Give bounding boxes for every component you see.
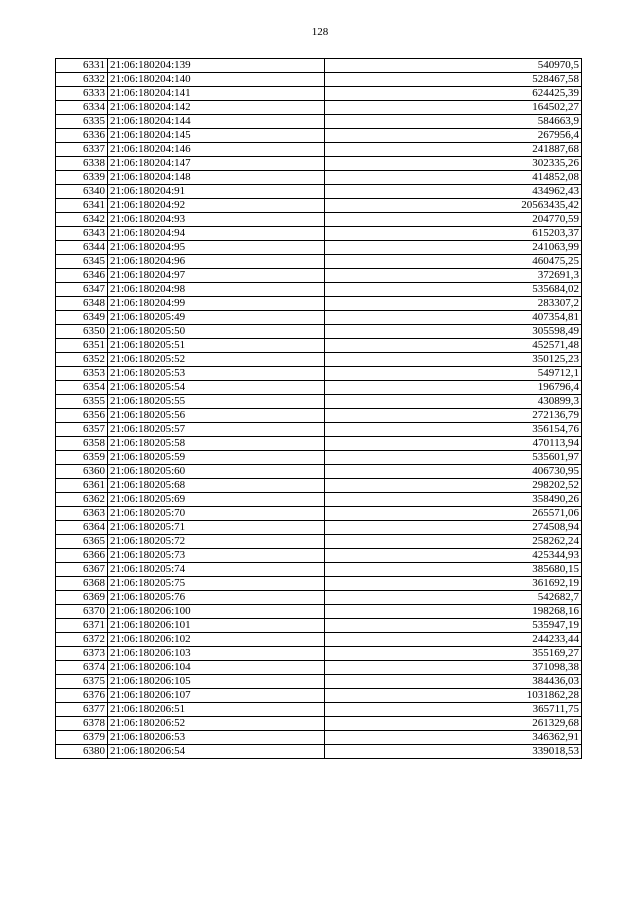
cadastral-number-cell: 21:06:180206:107 — [108, 689, 325, 703]
cadastral-value-cell: 198268,16 — [325, 605, 582, 619]
row-number-cell: 6360 — [56, 465, 108, 479]
table-row — [56, 143, 582, 157]
row-number-cell: 6364 — [56, 521, 108, 535]
cadastral-number-cell: 21:06:180206:52 — [108, 717, 325, 731]
cadastral-number-cell: 21:06:180205:58 — [108, 437, 325, 451]
cadastral-number-cell: 21:06:180206:104 — [108, 661, 325, 675]
cadastral-number-cell: 21:06:180204:95 — [108, 241, 325, 255]
table-row — [56, 381, 582, 395]
cadastral-value-cell: 244233,44 — [325, 633, 582, 647]
row-number-cell: 6350 — [56, 325, 108, 339]
table-row — [56, 87, 582, 101]
cadastral-value-cell: 425344,93 — [325, 549, 582, 563]
table-row — [56, 325, 582, 339]
cadastral-value-cell: 452571,48 — [325, 339, 582, 353]
cadastral-number-cell: 21:06:180204:96 — [108, 255, 325, 269]
table-row — [56, 549, 582, 563]
row-number-cell: 6348 — [56, 297, 108, 311]
cadastral-value-cell: 241063,99 — [325, 241, 582, 255]
cadastral-number-cell: 21:06:180204:91 — [108, 185, 325, 199]
cadastral-value-table — [55, 58, 582, 759]
cadastral-number-cell: 21:06:180206:103 — [108, 647, 325, 661]
cadastral-number-cell: 21:06:180205:71 — [108, 521, 325, 535]
cadastral-number-cell: 21:06:180205:68 — [108, 479, 325, 493]
row-number-cell: 6355 — [56, 395, 108, 409]
row-number-cell: 6351 — [56, 339, 108, 353]
cadastral-value-cell: 164502,27 — [325, 101, 582, 115]
cadastral-value-cell: 361692,19 — [325, 577, 582, 591]
cadastral-number-cell: 21:06:180205:55 — [108, 395, 325, 409]
cadastral-value-cell: 20563435,42 — [325, 199, 582, 213]
table-row — [56, 437, 582, 451]
cadastral-number-cell: 21:06:180205:59 — [108, 451, 325, 465]
cadastral-value-cell: 261329,68 — [325, 717, 582, 731]
row-number-cell: 6339 — [56, 171, 108, 185]
row-number-cell: 6337 — [56, 143, 108, 157]
cadastral-number-cell: 21:06:180204:94 — [108, 227, 325, 241]
cadastral-value-cell: 1031862,28 — [325, 689, 582, 703]
row-number-cell: 6363 — [56, 507, 108, 521]
table-row — [56, 745, 582, 759]
cadastral-value-cell: 460475,25 — [325, 255, 582, 269]
cadastral-number-cell: 21:06:180206:54 — [108, 745, 325, 759]
cadastral-number-cell: 21:06:180205:76 — [108, 591, 325, 605]
cadastral-value-cell: 358490,26 — [325, 493, 582, 507]
table-row — [56, 241, 582, 255]
cadastral-value-cell: 549712,1 — [325, 367, 582, 381]
row-number-cell: 6376 — [56, 689, 108, 703]
row-number-cell: 6341 — [56, 199, 108, 213]
table-row — [56, 367, 582, 381]
row-number-cell: 6361 — [56, 479, 108, 493]
row-number-cell: 6346 — [56, 269, 108, 283]
table-row — [56, 605, 582, 619]
table-row — [56, 129, 582, 143]
table-row — [56, 661, 582, 675]
row-number-cell: 6367 — [56, 563, 108, 577]
table-row — [56, 493, 582, 507]
table-row — [56, 619, 582, 633]
cadastral-number-cell: 21:06:180206:102 — [108, 633, 325, 647]
row-number-cell: 6349 — [56, 311, 108, 325]
table-row — [56, 689, 582, 703]
row-number-cell: 6347 — [56, 283, 108, 297]
row-number-cell: 6336 — [56, 129, 108, 143]
row-number-cell: 6369 — [56, 591, 108, 605]
cadastral-value-cell: 528467,58 — [325, 73, 582, 87]
cadastral-number-cell: 21:06:180206:100 — [108, 605, 325, 619]
page-number: 128 — [311, 26, 329, 38]
cadastral-value-cell: 535684,02 — [325, 283, 582, 297]
table-row — [56, 409, 582, 423]
cadastral-number-cell: 21:06:180206:105 — [108, 675, 325, 689]
cadastral-value-cell: 371098,38 — [325, 661, 582, 675]
row-number-cell: 6374 — [56, 661, 108, 675]
cadastral-number-cell: 21:06:180205:56 — [108, 409, 325, 423]
row-number-cell: 6340 — [56, 185, 108, 199]
row-number-cell: 6343 — [56, 227, 108, 241]
cadastral-value-cell: 535947,19 — [325, 619, 582, 633]
cadastral-number-cell: 21:06:180204:139 — [108, 59, 325, 73]
row-number-cell: 6333 — [56, 87, 108, 101]
table-row — [56, 535, 582, 549]
cadastral-value-cell: 615203,37 — [325, 227, 582, 241]
cadastral-value-cell: 267956,4 — [325, 129, 582, 143]
cadastral-value-cell: 385680,15 — [325, 563, 582, 577]
cadastral-value-cell: 274508,94 — [325, 521, 582, 535]
cadastral-value-cell: 384436,03 — [325, 675, 582, 689]
cadastral-number-cell: 21:06:180204:99 — [108, 297, 325, 311]
row-number-cell: 6357 — [56, 423, 108, 437]
cadastral-number-cell: 21:06:180204:97 — [108, 269, 325, 283]
cadastral-value-cell: 535601,97 — [325, 451, 582, 465]
row-number-cell: 6354 — [56, 381, 108, 395]
cadastral-value-cell: 272136,79 — [325, 409, 582, 423]
row-number-cell: 6338 — [56, 157, 108, 171]
cadastral-value-cell: 434962,43 — [325, 185, 582, 199]
cadastral-value-cell: 302335,26 — [325, 157, 582, 171]
cadastral-value-cell: 241887,68 — [325, 143, 582, 157]
table-row — [56, 339, 582, 353]
row-number-cell: 6345 — [56, 255, 108, 269]
row-number-cell: 6370 — [56, 605, 108, 619]
row-number-cell: 6375 — [56, 675, 108, 689]
cadastral-value-cell: 305598,49 — [325, 325, 582, 339]
table-row — [56, 395, 582, 409]
cadastral-value-cell: 339018,53 — [325, 745, 582, 759]
table-row — [56, 563, 582, 577]
table-row — [56, 633, 582, 647]
cadastral-value-cell: 414852,08 — [325, 171, 582, 185]
table-row — [56, 703, 582, 717]
cadastral-value-cell: 542682,7 — [325, 591, 582, 605]
table-row — [56, 101, 582, 115]
cadastral-value-cell: 406730,95 — [325, 465, 582, 479]
cadastral-value-cell: 346362,91 — [325, 731, 582, 745]
cadastral-number-cell: 21:06:180204:141 — [108, 87, 325, 101]
cadastral-number-cell: 21:06:180205:72 — [108, 535, 325, 549]
table-row — [56, 59, 582, 73]
row-number-cell: 6378 — [56, 717, 108, 731]
cadastral-number-cell: 21:06:180204:92 — [108, 199, 325, 213]
row-number-cell: 6368 — [56, 577, 108, 591]
cadastral-value-cell: 265571,06 — [325, 507, 582, 521]
cadastral-value-cell: 298202,52 — [325, 479, 582, 493]
row-number-cell: 6342 — [56, 213, 108, 227]
cadastral-number-cell: 21:06:180204:98 — [108, 283, 325, 297]
cadastral-number-cell: 21:06:180204:140 — [108, 73, 325, 87]
cadastral-value-cell: 470113,94 — [325, 437, 582, 451]
row-number-cell: 6334 — [56, 101, 108, 115]
cadastral-value-cell: 283307,2 — [325, 297, 582, 311]
cadastral-number-cell: 21:06:180205:74 — [108, 563, 325, 577]
table-row — [56, 675, 582, 689]
row-number-cell: 6359 — [56, 451, 108, 465]
cadastral-value-cell: 350125,23 — [325, 353, 582, 367]
cadastral-value-cell: 540970,5 — [325, 59, 582, 73]
cadastral-number-cell: 21:06:180204:145 — [108, 129, 325, 143]
row-number-cell: 6335 — [56, 115, 108, 129]
cadastral-number-cell: 21:06:180206:51 — [108, 703, 325, 717]
cadastral-value-cell: 624425,39 — [325, 87, 582, 101]
cadastral-number-cell: 21:06:180205:70 — [108, 507, 325, 521]
cadastral-number-cell: 21:06:180206:53 — [108, 731, 325, 745]
row-number-cell: 6379 — [56, 731, 108, 745]
row-number-cell: 6377 — [56, 703, 108, 717]
row-number-cell: 6371 — [56, 619, 108, 633]
row-number-cell: 6362 — [56, 493, 108, 507]
table-row — [56, 647, 582, 661]
table-row — [56, 717, 582, 731]
table-row — [56, 451, 582, 465]
row-number-cell: 6358 — [56, 437, 108, 451]
cadastral-value-cell: 258262,24 — [325, 535, 582, 549]
cadastral-number-cell: 21:06:180205:57 — [108, 423, 325, 437]
table-row — [56, 423, 582, 437]
row-number-cell: 6372 — [56, 633, 108, 647]
table-row — [56, 255, 582, 269]
table-row — [56, 521, 582, 535]
cadastral-number-cell: 21:06:180205:49 — [108, 311, 325, 325]
table-row — [56, 311, 582, 325]
row-number-cell: 6380 — [56, 745, 108, 759]
cadastral-number-cell: 21:06:180205:52 — [108, 353, 325, 367]
cadastral-value-cell: 584663,9 — [325, 115, 582, 129]
cadastral-number-cell: 21:06:180205:54 — [108, 381, 325, 395]
table-row — [56, 479, 582, 493]
cadastral-value-cell: 356154,76 — [325, 423, 582, 437]
cadastral-number-cell: 21:06:180205:51 — [108, 339, 325, 353]
cadastral-value-cell: 196796,4 — [325, 381, 582, 395]
cadastral-number-cell: 21:06:180205:60 — [108, 465, 325, 479]
cadastral-value-cell: 204770,59 — [325, 213, 582, 227]
table-row — [56, 171, 582, 185]
table-row — [56, 269, 582, 283]
cadastral-value-cell: 372691,3 — [325, 269, 582, 283]
row-number-cell: 6373 — [56, 647, 108, 661]
cadastral-number-cell: 21:06:180205:75 — [108, 577, 325, 591]
row-number-cell: 6332 — [56, 73, 108, 87]
row-number-cell: 6365 — [56, 535, 108, 549]
table-body — [56, 59, 582, 759]
cadastral-value-cell: 355169,27 — [325, 647, 582, 661]
cadastral-number-cell: 21:06:180204:148 — [108, 171, 325, 185]
row-number-cell: 6353 — [56, 367, 108, 381]
table-row — [56, 577, 582, 591]
table-row — [56, 297, 582, 311]
cadastral-number-cell: 21:06:180204:146 — [108, 143, 325, 157]
cadastral-number-cell: 21:06:180204:142 — [108, 101, 325, 115]
cadastral-number-cell: 21:06:180205:53 — [108, 367, 325, 381]
cadastral-number-cell: 21:06:180204:144 — [108, 115, 325, 129]
table-row — [56, 353, 582, 367]
table-row — [56, 115, 582, 129]
table-row — [56, 157, 582, 171]
cadastral-number-cell: 21:06:180205:50 — [108, 325, 325, 339]
cadastral-number-cell: 21:06:180206:101 — [108, 619, 325, 633]
table-row — [56, 465, 582, 479]
cadastral-value-cell: 407354,81 — [325, 311, 582, 325]
table-row — [56, 185, 582, 199]
row-number-cell: 6344 — [56, 241, 108, 255]
table-row — [56, 507, 582, 521]
table-row — [56, 731, 582, 745]
cadastral-number-cell: 21:06:180204:147 — [108, 157, 325, 171]
cadastral-number-cell: 21:06:180205:69 — [108, 493, 325, 507]
row-number-cell: 6366 — [56, 549, 108, 563]
table-row — [56, 283, 582, 297]
row-number-cell: 6331 — [56, 59, 108, 73]
table-row — [56, 213, 582, 227]
cadastral-value-cell: 430899,3 — [325, 395, 582, 409]
table-row — [56, 591, 582, 605]
row-number-cell: 6352 — [56, 353, 108, 367]
table-row — [56, 73, 582, 87]
table-row — [56, 199, 582, 213]
row-number-cell: 6356 — [56, 409, 108, 423]
cadastral-value-cell: 365711,75 — [325, 703, 582, 717]
cadastral-number-cell: 21:06:180205:73 — [108, 549, 325, 563]
cadastral-number-cell: 21:06:180204:93 — [108, 213, 325, 227]
table-row — [56, 227, 582, 241]
